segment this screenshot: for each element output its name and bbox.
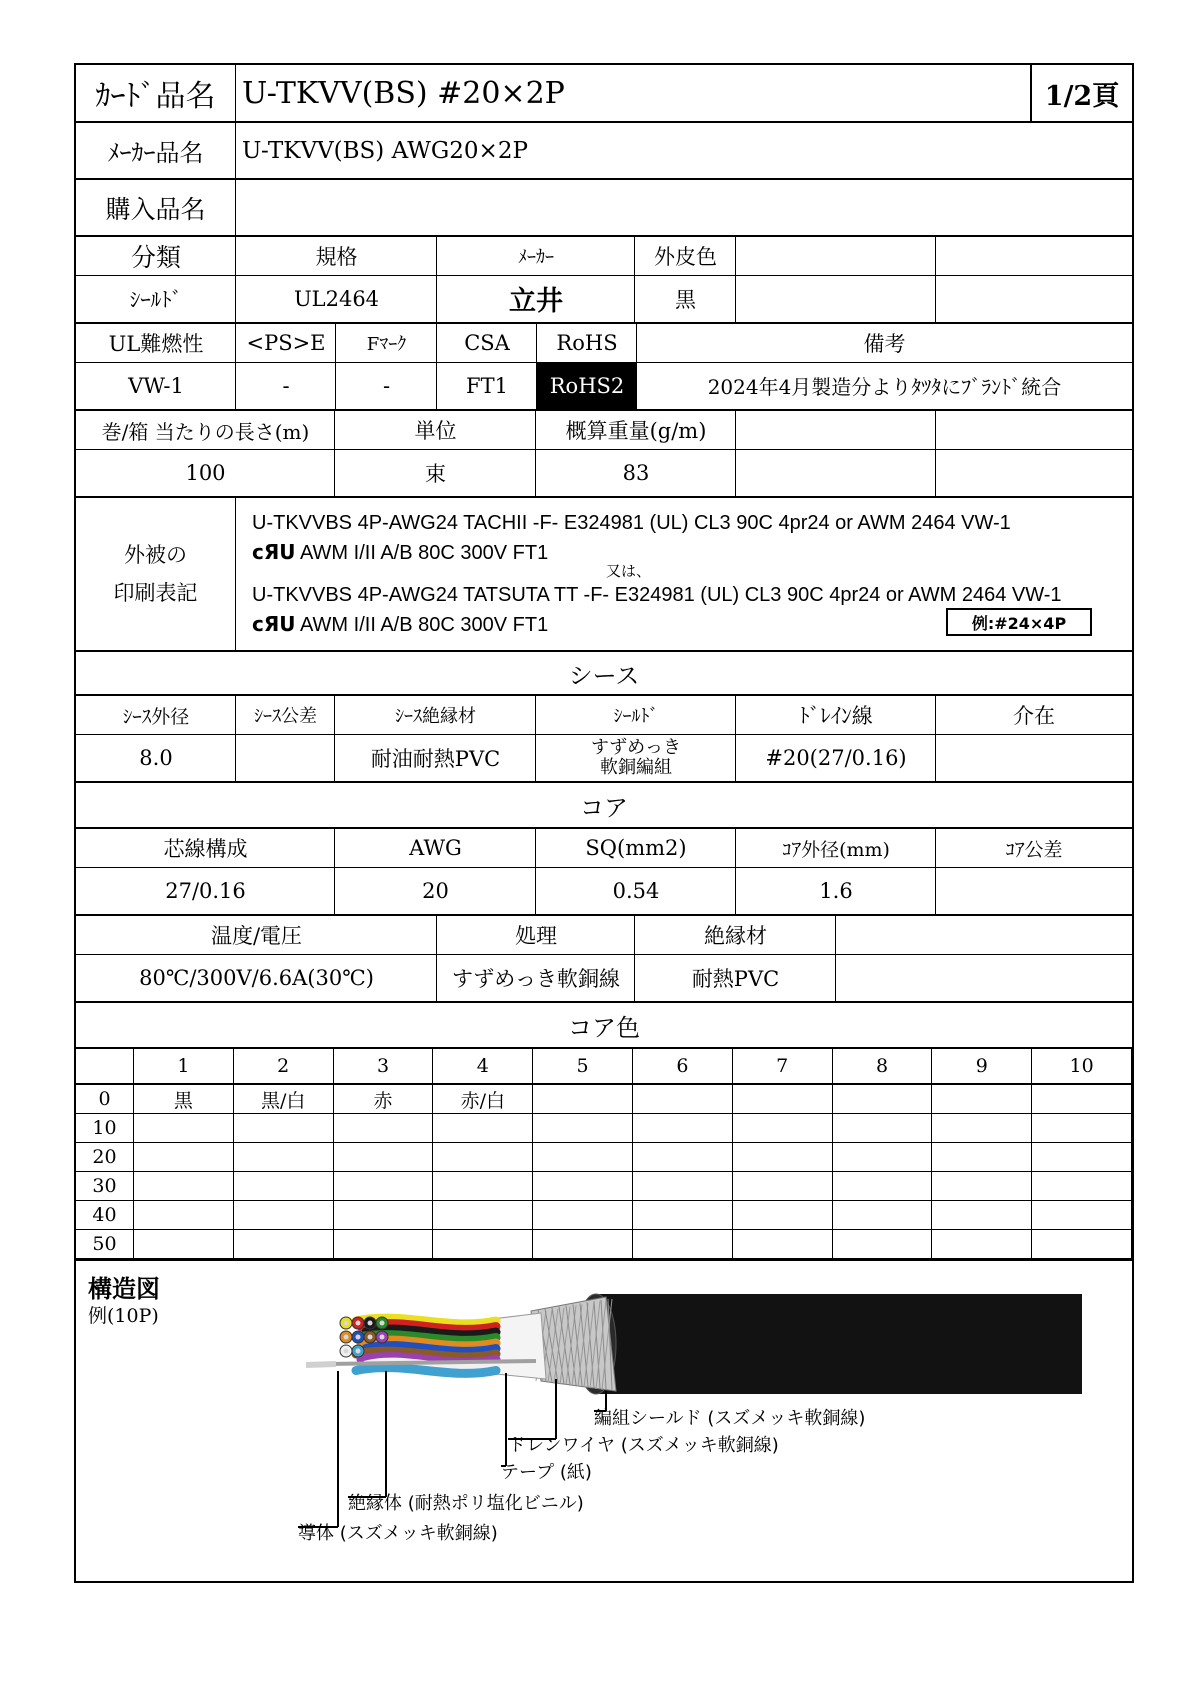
- color-cell: [533, 1201, 633, 1230]
- purchase-name-value: [236, 180, 1132, 235]
- color-row-label: 20: [76, 1143, 134, 1172]
- color-cell: [334, 1230, 434, 1259]
- maker-name-row: [76, 123, 1132, 180]
- color-col-header: 9: [932, 1049, 1032, 1085]
- f-mark-value: -: [382, 373, 391, 398]
- drain-value: #20(27/0.16): [765, 745, 907, 770]
- color-cell: [334, 1114, 434, 1143]
- card-name-row: [76, 65, 1132, 123]
- jacket-color-value: 黒: [675, 287, 696, 312]
- conductor-end: [344, 1335, 349, 1340]
- callout-braid: 編組シールド (スズメッキ軟銅線): [594, 1408, 866, 1429]
- ul-logo-icon: ЯU: [263, 540, 296, 564]
- core-title: コア: [580, 793, 628, 822]
- color-cell: [533, 1114, 633, 1143]
- color-cell: [334, 1201, 434, 1230]
- spec-row: [76, 237, 1132, 324]
- sheath-row: [76, 696, 1132, 783]
- core-color-title-row: [76, 1003, 1132, 1049]
- purchase-name-label: 購入品名: [76, 180, 236, 235]
- core-tol-value: [936, 867, 1132, 914]
- color-cell: [334, 1172, 434, 1201]
- csa-label: CSA: [464, 331, 510, 355]
- color-cell: [234, 1172, 334, 1201]
- length-value: 100: [185, 460, 226, 485]
- packaging-row: [76, 411, 1132, 498]
- color-col-header: 10: [1032, 1049, 1132, 1085]
- color-col-header: 6: [633, 1049, 733, 1085]
- color-col-header: 2: [234, 1049, 334, 1085]
- color-cell: [1032, 1114, 1132, 1143]
- color-row-label: 40: [76, 1201, 134, 1230]
- color-cell: [433, 1172, 533, 1201]
- weight-label: 概算重量(g/m): [565, 419, 707, 443]
- color-cell: [932, 1143, 1032, 1172]
- page-number: 1/2頁: [1031, 65, 1132, 121]
- color-cell: 黒/白: [234, 1085, 334, 1114]
- color-cell: [1032, 1143, 1132, 1172]
- csa-value: FT1: [466, 373, 508, 398]
- color-cell: [633, 1143, 733, 1172]
- weight-value: 83: [622, 460, 650, 485]
- maker-value: 立井: [509, 286, 563, 317]
- ul-logo-icon-2: ЯU: [263, 612, 296, 636]
- color-cell: [733, 1172, 833, 1201]
- filler-value: [936, 734, 1132, 781]
- color-cell: [633, 1201, 733, 1230]
- sheath-tol-value: [236, 734, 335, 781]
- color-col-header: 3: [334, 1049, 434, 1085]
- color-cell: [932, 1230, 1032, 1259]
- temp-voltage-label: 温度/電圧: [210, 924, 303, 948]
- structure-section: [76, 1261, 1132, 1581]
- core-color-title: コア色: [568, 1013, 640, 1042]
- strand-value: 27/0.16: [165, 878, 246, 903]
- print-line-2: cЯU AWM I/II A/B 80C 300V FT1: [252, 540, 549, 564]
- color-cell: [833, 1172, 933, 1201]
- color-cell: [533, 1143, 633, 1172]
- color-cell: [932, 1172, 1032, 1201]
- shield-label: ｼｰﾙﾄﾞ: [613, 706, 659, 727]
- core-color-grid: [76, 1049, 1132, 1261]
- unit-label: 単位: [414, 419, 457, 443]
- maker-name-value: U-TKVV(BS) AWG20×2P: [242, 137, 528, 164]
- color-row-label: 50: [76, 1230, 134, 1259]
- color-row-label: 10: [76, 1114, 134, 1143]
- color-cell: [1032, 1085, 1132, 1114]
- shield-value: すずめっき 軟銅編組: [591, 736, 681, 778]
- cable-jacket: [596, 1294, 1082, 1394]
- color-cell: [733, 1114, 833, 1143]
- flame-label: UL難燃性: [108, 332, 204, 356]
- print-line-4: cЯU AWM I/II A/B 80C 300V FT1: [252, 612, 549, 636]
- color-cell: [134, 1201, 234, 1230]
- color-cell: [633, 1172, 733, 1201]
- color-cell: [1032, 1172, 1132, 1201]
- maker-label: ﾒｰｶｰ: [518, 247, 554, 268]
- color-cell: [633, 1114, 733, 1143]
- callout-drain: ドレンワイヤ (スズメッキ軟銅線): [508, 1435, 779, 1456]
- color-cell: [433, 1230, 533, 1259]
- sq-label: SQ(mm2): [585, 836, 687, 860]
- color-cell: [533, 1172, 633, 1201]
- color-cell: [1032, 1230, 1132, 1259]
- or-text: 又は、: [606, 562, 652, 580]
- color-cell: [433, 1143, 533, 1172]
- color-cell: [932, 1114, 1032, 1143]
- conductor-end: [380, 1321, 385, 1326]
- awg-value: 20: [422, 878, 449, 903]
- core-title-row: [76, 783, 1132, 829]
- color-cell: [733, 1085, 833, 1114]
- rohs-value: RoHS2: [537, 362, 637, 409]
- color-cell: [234, 1230, 334, 1259]
- standard-label: 規格: [315, 245, 358, 269]
- color-cell: [234, 1143, 334, 1172]
- compliance-row: [76, 324, 1132, 411]
- treatment-label: 処理: [515, 924, 557, 948]
- spec-values: [76, 275, 1132, 322]
- sheath-od-value: 8.0: [139, 745, 173, 770]
- conductor-end: [380, 1335, 385, 1340]
- conductor-end: [344, 1349, 349, 1354]
- core-tol-label: ｺｱ公差: [1005, 838, 1063, 861]
- color-col-header: 4: [433, 1049, 533, 1085]
- electrical-row: [76, 916, 1132, 1003]
- color-col-header: 1: [134, 1049, 234, 1085]
- conductor-end: [368, 1335, 373, 1340]
- remarks-label: 備考: [863, 332, 906, 356]
- print-line-3: U-TKVVBS 4P-AWG24 TATSUTA TT -F- E324981 (UL) CL3 90C 4pr24 or AWM 2464 VW-1: [252, 584, 1062, 606]
- color-cell: 赤/白: [433, 1085, 533, 1114]
- color-cell: [932, 1085, 1032, 1114]
- sheath-material-label: ｼｰｽ絶縁材: [395, 706, 476, 727]
- filler-label: 介在: [1013, 704, 1055, 728]
- structure-subtitle: 例(10P): [88, 1305, 159, 1327]
- jacket-color-label: 外皮色: [654, 245, 717, 269]
- insulation-value: 耐熱PVC: [691, 966, 780, 991]
- core-row: [76, 829, 1132, 916]
- print-marking-row: [76, 498, 1132, 652]
- color-cell: [334, 1143, 434, 1172]
- color-cell: [733, 1230, 833, 1259]
- sheath-title-row: [76, 652, 1132, 696]
- pse-label: <PS>E: [246, 331, 326, 355]
- color-col-header: 7: [733, 1049, 833, 1085]
- maker-name-label: ﾒｰｶｰ品名: [76, 123, 236, 178]
- color-cell: [134, 1114, 234, 1143]
- color-cell: [234, 1201, 334, 1230]
- sheath-tol-label: ｼｰｽ公差: [254, 706, 317, 727]
- awg-label: AWG: [409, 836, 462, 860]
- spec-headers: [76, 237, 1132, 275]
- treatment-value: すずめっき軟銅線: [452, 966, 620, 991]
- color-cell: [533, 1085, 633, 1114]
- conductor-end: [368, 1321, 373, 1326]
- conductor-end: [344, 1321, 349, 1326]
- f-mark-label: Fﾏｰｸ: [366, 334, 407, 355]
- remarks-value: 2024年4月製造分よりﾀﾂﾀにﾌﾞﾗﾝﾄﾞ統合: [707, 375, 1062, 399]
- color-cell: [833, 1201, 933, 1230]
- color-cell: [733, 1143, 833, 1172]
- color-cell: 黒: [134, 1085, 234, 1114]
- sheath-od-label: ｼｰｽ外径: [122, 705, 190, 728]
- print-marking-label: 外被の 印刷表記: [76, 498, 236, 650]
- color-cell: [433, 1114, 533, 1143]
- example-box: 例:#24×4P: [946, 608, 1092, 636]
- drain-label: ﾄﾞﾚｲﾝ線: [799, 704, 873, 728]
- classification-value: ｼｰﾙﾄﾞ: [129, 287, 183, 312]
- color-cell: 赤: [334, 1085, 434, 1114]
- temp-voltage-value: 80℃/300V/6.6A(30℃): [139, 965, 374, 990]
- sheath-material-value: 耐油耐熱PVC: [370, 746, 501, 771]
- classification-label: 分類: [130, 243, 181, 272]
- color-row-label: 30: [76, 1172, 134, 1201]
- color-cell: [533, 1230, 633, 1259]
- strand-label: 芯線構成: [163, 837, 248, 861]
- spec-sheet: [74, 63, 1134, 1583]
- color-cell: [833, 1085, 933, 1114]
- core-od-label: ｺｱ外径(mm): [782, 838, 890, 861]
- sheath-title: シース: [568, 661, 640, 690]
- card-name-label: ｶｰﾄﾞ品名: [76, 65, 236, 121]
- color-grid-corner: [76, 1049, 134, 1085]
- color-col-header: 8: [833, 1049, 933, 1085]
- card-name-value: U-TKVV(BS) #20×2P: [236, 65, 1031, 121]
- color-cell: [134, 1172, 234, 1201]
- color-cell: [833, 1114, 933, 1143]
- color-cell: [932, 1201, 1032, 1230]
- color-cell: [134, 1230, 234, 1259]
- sq-value: 0.54: [612, 878, 660, 903]
- insulation-label: 絶縁材: [704, 924, 767, 948]
- length-label: 巻/箱 当たりの長さ(m): [101, 419, 310, 444]
- color-cell: [234, 1114, 334, 1143]
- callout-insulation: 絶縁体 (耐熱ポリ塩化ビニル): [348, 1493, 584, 1514]
- color-col-header: 5: [533, 1049, 633, 1085]
- color-cell: [833, 1143, 933, 1172]
- conductor-end: [356, 1335, 361, 1340]
- core-od-value: 1.6: [819, 878, 853, 903]
- color-cell: [633, 1085, 733, 1114]
- color-cell: [633, 1230, 733, 1259]
- callout-conductor: 導体 (スズメッキ軟銅線): [298, 1523, 498, 1544]
- callout-tape: テープ (紙): [501, 1462, 592, 1483]
- conductor-end: [356, 1349, 361, 1354]
- rohs-label: RoHS: [556, 331, 618, 355]
- conductor-wire: [306, 1364, 336, 1365]
- standard-value: UL2464: [293, 286, 380, 311]
- color-row-label: 0: [76, 1085, 134, 1114]
- flame-value: VW-1: [128, 373, 184, 398]
- print-line-1: U-TKVVBS 4P-AWG24 TACHII -F- E324981 (UL) CL3 90C 4pr24 or AWM 2464 VW-1: [252, 512, 1011, 534]
- unit-value: 束: [425, 461, 446, 486]
- color-cell: [1032, 1201, 1132, 1230]
- purchase-name-row: [76, 180, 1132, 237]
- color-cell: [733, 1201, 833, 1230]
- pse-value: -: [282, 373, 290, 398]
- conductor-end: [356, 1321, 361, 1326]
- structure-title: 構造図: [88, 1275, 160, 1303]
- color-cell: [433, 1201, 533, 1230]
- color-cell: [134, 1143, 234, 1172]
- color-cell: [833, 1230, 933, 1259]
